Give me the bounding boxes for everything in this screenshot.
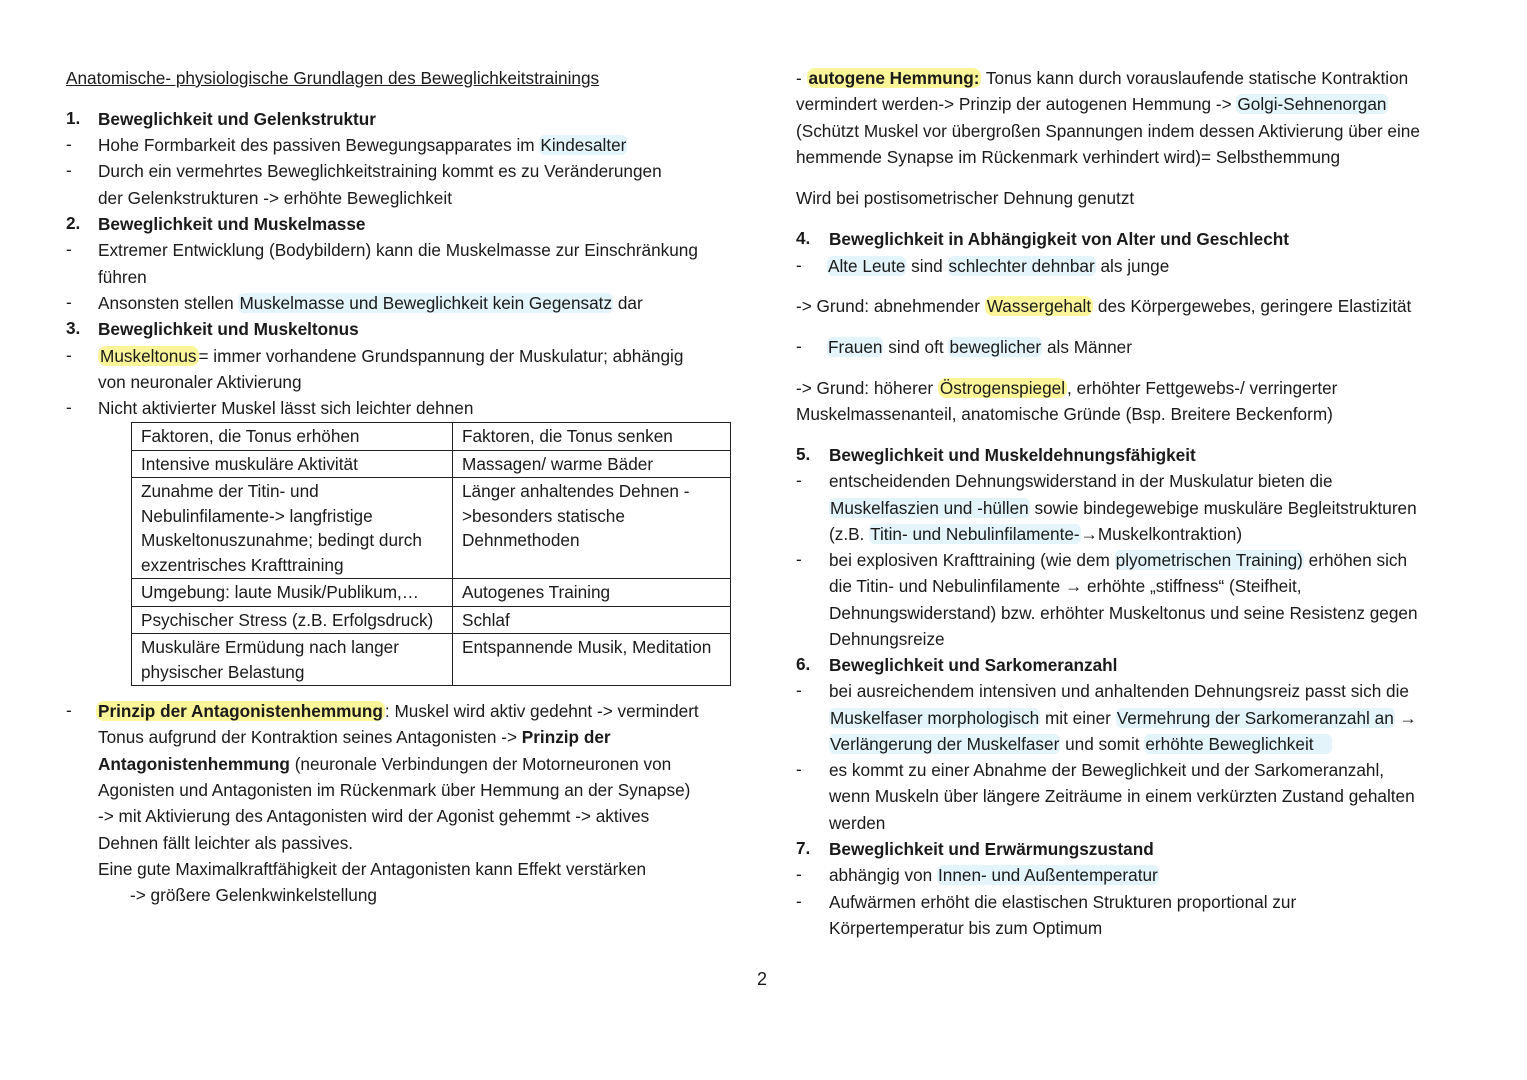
section-5-bullet-2-line-2: die Titin- und Nebulinfilamente → erhöhte „stiffness“ (Steifheit, <box>829 576 1302 596</box>
text: abhängig von <box>829 865 937 885</box>
section-3-bullet-1-line-2: von neuronaler Aktivierung <box>98 372 302 392</box>
section-1-bullet-2-line-1: Durch ein vermehrtes Beweglichkeitstraining kommt es zu Veränderungen <box>98 161 662 181</box>
section-3-bullet-2: Nicht aktivierter Muskel lässt sich leichter dehnen <box>98 398 474 418</box>
section-5-bullet-1-line-2 <box>829 497 1417 519</box>
autogen-line-5: Wird bei postisometrischer Dehnung genutzt <box>796 188 1135 208</box>
bullet-dash: - <box>796 759 802 779</box>
section-2-number: 2. <box>66 213 81 233</box>
section-2-bullet-1-line-1: Extremer Entwicklung (Bodybildern) kann die Muskelmasse zur Einschränkung <box>98 240 698 260</box>
text: → <box>1394 708 1417 728</box>
bullet-dash: - <box>796 255 802 275</box>
antagonist-line-1 <box>96 700 699 722</box>
section-5-bullet-2-line-3: Dehnungswiderstand) bzw. erhöhter Muskeltonus und seine Resistenz gegen <box>829 603 1418 623</box>
section-6-bullet-1-line-3 <box>829 733 1332 755</box>
text: -> Grund: höherer <box>796 378 938 398</box>
highlight-yellow: autogene Hemmung: <box>808 68 980 88</box>
highlight-blue: Kindesalter <box>540 135 627 155</box>
table-header-cell: Faktoren, die Tonus erhöhen <box>132 423 453 451</box>
bold-text: Antagonistenhemmung <box>98 754 290 774</box>
highlight-blue: schlechter dehnbar <box>948 256 1095 276</box>
text: mit einer <box>1040 708 1116 728</box>
text: : Muskel wird aktiv gedehnt -> vermindert <box>384 701 699 721</box>
highlight-blue: Alte Leute <box>828 256 906 276</box>
section-6-bullet-2-line-1: es kommt zu einer Abnahme der Beweglichkeit und der Sarkomeranzahl, <box>829 760 1385 780</box>
text: sind oft <box>883 337 949 357</box>
section-3-number: 3. <box>66 318 81 338</box>
table-cell: Muskuläre Ermüdung nach langer physischer Belastung <box>132 634 453 686</box>
section-7-bullet-2-line-1: Aufwärmen erhöht die elastischen Strukturen proportional zur <box>829 892 1297 912</box>
antagonist-line-7: Eine gute Maximalkraftfähigkeit der Antagonisten kann Effekt verstärken <box>98 859 647 879</box>
table-cell: Intensive muskuläre Aktivität <box>132 450 453 478</box>
text: vermindert werden-> Prinzip der autogenen Hemmung -> <box>796 94 1237 114</box>
table-cell: Autogenes Training <box>453 579 731 607</box>
text: sowie bindegewebige muskuläre Begleitstrukturen <box>1029 498 1417 518</box>
section-4-bullet-1 <box>827 255 1169 277</box>
bullet-dash: - <box>796 549 802 569</box>
page-title: Anatomische- physiologische Grundlagen des Beweglichkeitstrainings <box>66 68 600 88</box>
text: →Muskelkontraktion) <box>1080 524 1243 544</box>
section-6-number: 6. <box>796 654 811 674</box>
text: , erhöhter Fettgewebs-/ verringerter <box>1067 378 1338 398</box>
section-7-heading: Beweglichkeit und Erwärmungszustand <box>829 839 1154 859</box>
autogen-line-2 <box>796 93 1388 115</box>
bullet-dash: - <box>796 470 802 490</box>
bullet-dash: - <box>66 134 72 154</box>
bullet-dash: - <box>66 239 72 259</box>
bullet-dash: - <box>66 160 72 180</box>
section-5-bullet-1-line-3 <box>829 523 1242 545</box>
section-5-heading: Beweglichkeit und Muskeldehnungsfähigkeit <box>829 445 1196 465</box>
antagonist-line-8: -> größere Gelenkwinkelstellung <box>130 885 377 905</box>
table-row <box>132 606 731 634</box>
table-cell: Umgebung: laute Musik/Publikum,… <box>132 579 453 607</box>
bold-text: Prinzip der <box>521 727 611 747</box>
section-6-bullet-1-line-2 <box>829 707 1417 729</box>
table-row <box>132 579 731 607</box>
section-6-bullet-1-line-1: bei ausreichendem intensiven und anhaltenden Dehnungsreiz passt sich die <box>829 681 1409 701</box>
section-7-bullet-1 <box>829 864 1159 886</box>
text: -> Grund: abnehmender <box>796 296 985 316</box>
section-7-bullet-2-line-2: Körpertemperatur bis zum Optimum <box>829 918 1103 938</box>
table-cell: Psychischer Stress (z.B. Erfolgsdruck) <box>132 606 453 634</box>
section-1-heading: Beweglichkeit und Gelenkstruktur <box>98 109 376 129</box>
section-6-bullet-2-line-3: werden <box>829 813 886 833</box>
table-cell: Länger anhaltendes Dehnen ->besonders statische Dehnmethoden <box>453 478 731 579</box>
text: sind <box>906 256 948 276</box>
section-6-bullet-2-line-2: wenn Muskeln über längere Zeiträume in einem verkürzten Zustand gehalten <box>829 786 1415 806</box>
highlight-blue: Muskelfaszien und -hüllen <box>830 498 1029 518</box>
highlight-yellow: Prinzip der Antagonistenhemmung <box>98 701 383 721</box>
bullet-dash: - <box>796 336 802 356</box>
section-6-heading: Beweglichkeit und Sarkomeranzahl <box>829 655 1118 675</box>
section-4-number: 4. <box>796 228 811 248</box>
section-1-bullet-2-line-2: der Gelenkstrukturen -> erhöhte Beweglichkeit <box>98 188 452 208</box>
highlight-blue: Titin- und Nebulinfilamente- <box>870 524 1080 544</box>
text: Hohe Formbarkeit des passiven Bewegungsapparates im <box>98 135 540 155</box>
text: = immer vorhandene Grundspannung der Muskulatur; abhängig <box>198 346 684 366</box>
bullet-dash: - <box>796 891 802 911</box>
antagonist-line-5: -> mit Aktivierung des Antagonisten wird der Agonist gehemmt -> aktives <box>98 806 650 826</box>
autogen-line-1 <box>796 67 1408 89</box>
table-cell: Massagen/ warme Bäder <box>453 450 731 478</box>
text: Tonus kann durch vorauslaufende statische Kontraktion <box>981 68 1409 88</box>
autogen-line-3: (Schützt Muskel vor übergroßen Spannungen indem dessen Aktivierung über eine <box>796 121 1420 141</box>
highlight-blue: Verlängerung der Muskelfaser <box>830 734 1060 754</box>
text: als junge <box>1095 256 1170 276</box>
highlight-blue: Vermehrung der Sarkomeranzahl an <box>1116 708 1394 728</box>
table-cell: Entspannende Musik, Meditation <box>453 634 731 686</box>
antagonist-line-2 <box>98 726 611 748</box>
text: und somit <box>1060 734 1145 754</box>
bullet-dash: - <box>796 864 802 884</box>
section-1-number: 1. <box>66 108 81 128</box>
highlight-blue: Frauen <box>828 337 883 357</box>
text: als Männer <box>1042 337 1132 357</box>
highlight-yellow: Östrogenspiegel <box>939 378 1066 398</box>
text: bei explosiven Krafttraining (wie dem <box>829 550 1115 570</box>
highlight-blue: beweglicher <box>949 337 1042 357</box>
section-4-reason-2 <box>796 377 1337 399</box>
highlight-blue: erhöhte Beweglichkeit <box>1144 734 1331 754</box>
section-1-bullet-1 <box>98 134 627 156</box>
bullet-dash: - <box>66 345 72 365</box>
section-4-reason-2-line-2: Muskelmassenanteil, anatomische Gründe (Bsp. Breitere Beckenform) <box>796 404 1333 424</box>
table-cell: Schlaf <box>453 606 731 634</box>
highlight-blue: Innen- und Außentemperatur <box>938 865 1158 885</box>
bullet-dash: - <box>66 397 72 417</box>
section-2-heading: Beweglichkeit und Muskelmasse <box>98 214 366 234</box>
section-5-bullet-2-line-1 <box>829 549 1407 571</box>
table-header-row <box>132 423 731 451</box>
section-2-bullet-1-line-2: führen <box>98 267 147 287</box>
table-header-cell: Faktoren, die Tonus senken <box>453 423 731 451</box>
highlight-blue: Golgi-Sehnenorgan <box>1237 94 1387 114</box>
antagonist-line-6: Dehnen fällt leichter als passives. <box>98 833 354 853</box>
antagonist-line-3 <box>98 753 671 775</box>
section-5-number: 5. <box>796 444 811 464</box>
section-4-reason-1 <box>796 295 1411 317</box>
section-4-heading: Beweglichkeit in Abhängigkeit von Alter und Geschlecht <box>829 229 1289 249</box>
section-3-heading: Beweglichkeit und Muskeltonus <box>98 319 359 339</box>
bullet-dash: - <box>66 700 72 720</box>
text: erhöhen sich <box>1303 550 1408 570</box>
autogen-line-4: hemmende Synapse im Rückenmark verhindert wird)= Selbsthemmung <box>796 147 1341 167</box>
highlight-blue: Muskelmasse und Beweglichkeit kein Gegensatz <box>239 293 613 313</box>
bullet-dash: - <box>796 680 802 700</box>
text: (z.B. <box>829 524 870 544</box>
antagonist-line-4: Agonisten und Antagonisten im Rückenmark über Hemmung an der Synapse) <box>98 780 691 800</box>
table-cell: Zunahme der Titin- und Nebulinfilamente-> langfristige Muskeltonuszunahme; bedingt durch exzentrisches Krafttraining <box>132 478 453 579</box>
section-7-number: 7. <box>796 838 811 858</box>
page-number: 2 <box>757 969 768 989</box>
tonus-factors-table <box>131 422 731 686</box>
table-row <box>132 634 731 686</box>
text: des Körpergewebes, geringere Elastizität <box>1093 296 1412 316</box>
section-2-bullet-2 <box>98 292 643 314</box>
section-4-bullet-2 <box>827 336 1132 358</box>
text: Tonus aufgrund der Kontraktion seines Antagonisten -> <box>98 727 522 747</box>
section-5-bullet-1-line-1: entscheidenden Dehnungswiderstand in der Muskulatur bieten die <box>829 471 1333 491</box>
section-3-bullet-1 <box>98 345 683 367</box>
text: (neuronale Verbindungen der Motorneuronen von <box>289 754 672 774</box>
bullet-dash: - <box>66 292 72 312</box>
highlight-yellow: Wassergehalt <box>986 296 1092 316</box>
highlight-blue: plyometrischen Training) <box>1115 550 1303 570</box>
bullet-dash: - <box>796 68 802 88</box>
text: Ansonsten stellen <box>98 293 239 313</box>
highlight-blue: Muskelfaser morphologisch <box>830 708 1040 728</box>
table-row <box>132 478 731 579</box>
table-row <box>132 450 731 478</box>
section-5-bullet-2-line-4: Dehnungsreize <box>829 629 945 649</box>
text: dar <box>613 293 643 313</box>
highlight-yellow: Muskeltonus <box>100 346 197 366</box>
